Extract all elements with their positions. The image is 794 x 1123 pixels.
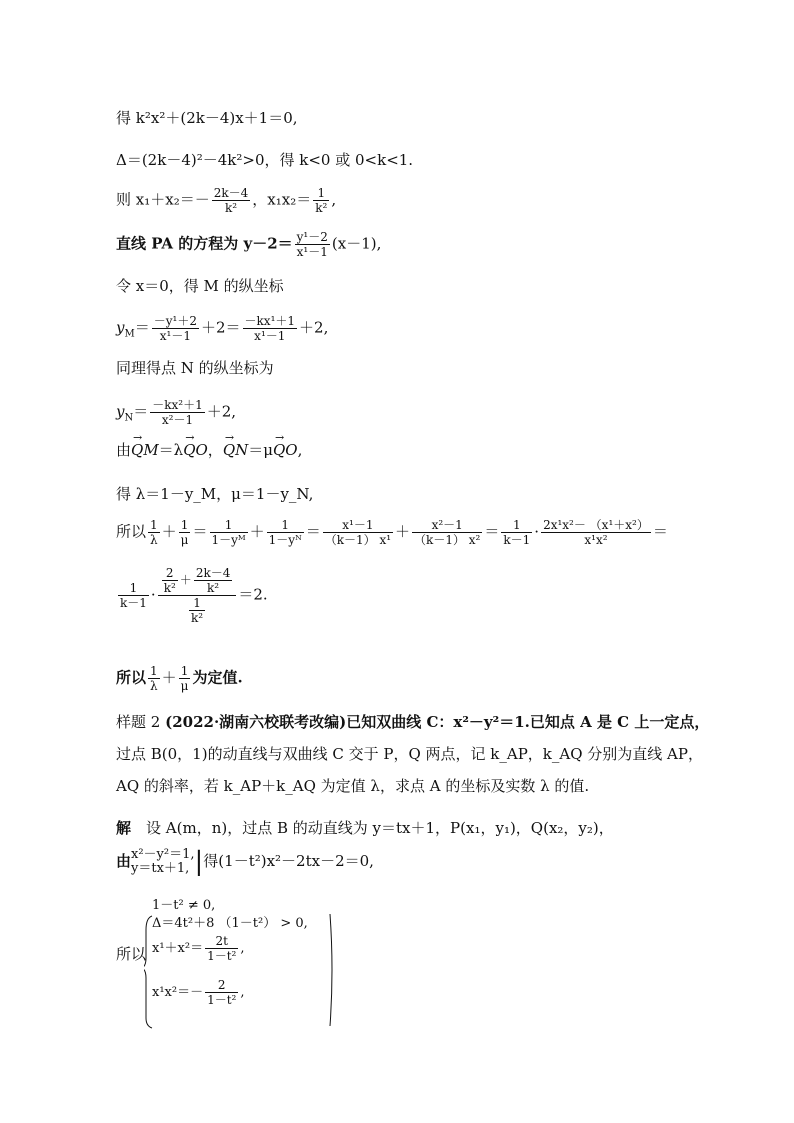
text: , [331, 190, 337, 209]
text: ＋2, [299, 318, 329, 337]
text: ＋ [161, 668, 177, 687]
numerator: 2 [217, 978, 226, 992]
eq-line-4 [116, 230, 381, 259]
fraction [412, 518, 482, 547]
complex-fraction [158, 566, 237, 625]
eq-line-12 [116, 566, 268, 625]
denominator: k² [163, 581, 176, 595]
fraction [210, 518, 248, 547]
fraction [189, 596, 205, 625]
fraction [212, 186, 251, 215]
example-text: (2022·湖南六校联考改编)已知双曲线 C：x²－y²＝1.已知点 A 是 C 上一定点， [165, 713, 710, 731]
fraction [179, 664, 191, 693]
system-rows [131, 848, 195, 876]
text: x¹＋x²＝ [152, 941, 204, 956]
eq-line-6 [116, 314, 328, 345]
denominator: μ [180, 679, 189, 693]
text: , [297, 441, 303, 459]
eq-line-9 [116, 440, 302, 460]
fraction [267, 518, 304, 547]
text: ＋ [249, 522, 265, 541]
text: ＝ [192, 522, 208, 541]
denominator: （k－1） x¹ [324, 533, 392, 547]
example-line-3: AQ 的斜率，若 k_AP＋k_AQ 为定值 λ，求点 A 的坐标及实数 λ 的值. [116, 777, 590, 795]
denominator: k² [212, 200, 251, 215]
numerator: －kx¹＋1 [244, 314, 296, 328]
fraction [541, 518, 651, 547]
denominator: λ [148, 678, 160, 693]
system-row: y＝tx＋1, [131, 861, 190, 876]
subscript: N [124, 412, 134, 424]
text: ＝2. [238, 585, 268, 604]
solution-text: 设 A(m，n)，过点 B 的动直线为 y＝tx＋1，P(x₁，y₁)，Q(x₂，y₂)， [146, 819, 614, 837]
fraction [179, 518, 191, 547]
complex-denominator [158, 595, 237, 625]
denominator: k－1 [503, 533, 531, 547]
vector: → QN [223, 440, 248, 460]
denominator: 1－yᴹ [211, 533, 246, 547]
eq-line-11 [116, 518, 668, 547]
eq-line-3 [116, 186, 336, 215]
complex-numerator [158, 566, 237, 595]
text: 直线 PA 的方程为 y－2＝ [116, 234, 293, 253]
numerator: 1 [180, 664, 189, 678]
denominator: x¹－1 [243, 328, 298, 343]
eq-line-10: 得 λ＝1－y_M，μ＝1－y_N, [116, 485, 314, 503]
fraction [150, 398, 205, 427]
text: 由 [116, 441, 132, 459]
text: ＝μ [248, 441, 273, 459]
denominator: 1－yᴺ [268, 533, 302, 547]
numerator: 1 [193, 596, 201, 610]
denominator: k－1 [120, 596, 147, 610]
system-2-row-1: Δ＝4t²＋8 （1－t²） > 0, [152, 916, 308, 931]
example-line-1 [116, 712, 709, 732]
system-1 [116, 848, 374, 876]
numerator: 1 [513, 518, 521, 532]
text: ＋ [179, 573, 192, 587]
fraction [194, 566, 233, 595]
denominator: （k－1） x² [414, 533, 481, 547]
numerator: 1 [224, 518, 233, 532]
eq-line-1: 得 k²x²＋(2k－4)x＋1＝0, [116, 109, 298, 127]
text: · [534, 522, 540, 541]
text: y [116, 402, 125, 421]
right-bracket [330, 914, 332, 1026]
solution-line-1 [116, 818, 614, 838]
numerator: y¹－2 [296, 230, 328, 244]
text: ＝ [133, 402, 149, 421]
text: ＝ [484, 522, 500, 541]
fraction [295, 230, 330, 259]
text: y [116, 318, 125, 337]
fraction [118, 581, 149, 610]
denominator: k² [315, 201, 328, 215]
subscript: M [124, 328, 135, 340]
text: 所以 [116, 522, 147, 541]
text: 由 [116, 852, 132, 870]
text: , [240, 985, 245, 1000]
fraction [148, 664, 160, 693]
fraction [243, 314, 298, 343]
denominator: 1－t² [207, 949, 237, 963]
fraction [313, 186, 329, 215]
text: ＋ [161, 522, 177, 541]
eq-line-5: 令 x＝0，得 M 的纵坐标 [116, 277, 284, 295]
numerator: 1 [281, 518, 289, 532]
text: ， [207, 441, 223, 459]
system-2-row-0: 1－t² ≠ 0, [152, 898, 216, 913]
numerator: 1 [180, 518, 189, 532]
numerator: 1 [129, 581, 138, 595]
text: ＝ [305, 522, 321, 541]
eq-line-2: Δ＝(2k－4)²－4k²>0，得 k<0 或 0<k<1. [116, 151, 414, 169]
numerator: x²－1 [431, 518, 463, 532]
text: (x－1), [331, 234, 382, 253]
text: 为定值. [192, 668, 243, 687]
numerator: x¹－1 [342, 518, 374, 532]
fraction [501, 518, 532, 547]
text: · [150, 585, 156, 604]
numerator: 2k－4 [195, 566, 231, 580]
denominator: x¹x² [541, 532, 651, 547]
numerator: 2 [165, 566, 174, 580]
eq-line-8 [116, 398, 236, 429]
system-row: x²－y²＝1, [131, 847, 195, 862]
solution-label: 解 [116, 819, 132, 837]
denominator: x¹－1 [152, 328, 199, 343]
fraction [323, 518, 393, 547]
text: ＝λ [158, 441, 184, 459]
text: x¹x²＝－ [152, 985, 204, 1000]
system-2-prefix: 所以 [116, 945, 147, 963]
text: 所以 [116, 668, 147, 687]
denominator: μ [180, 533, 189, 547]
denominator: λ [148, 532, 160, 547]
denominator: 1－t² [207, 993, 237, 1007]
text: 则 x₁＋x₂＝－ [116, 190, 210, 209]
numerator: 1 [150, 518, 158, 532]
text: ＋ [395, 522, 411, 541]
vector: → QM [131, 440, 159, 460]
example-line-2: 过点 B(0，1)的动直线与双曲线 C 交于 P，Q 两点，记 k_AP，k_AQ 分别为直线 AP， [116, 745, 703, 763]
text: ＋2＝ [200, 318, 241, 337]
denominator: x¹－1 [295, 244, 330, 259]
text: 得(1－t²)x²－2tx－2＝0, [203, 852, 374, 870]
text: ＝ [134, 318, 150, 337]
vector: → QO [183, 440, 208, 460]
numerator: 1 [317, 186, 326, 200]
numerator: －kx²＋1 [152, 398, 203, 412]
denominator: k² [190, 611, 204, 625]
eq-line-7: 同理得点 N 的纵坐标为 [116, 359, 274, 377]
fraction [148, 518, 160, 547]
denominator: x²－1 [150, 412, 205, 427]
brace-close: | [194, 847, 204, 877]
fraction [162, 566, 178, 595]
numerator: 2t [215, 934, 228, 948]
fraction [152, 314, 199, 343]
system-2-brackets [144, 910, 344, 1030]
numerator: －y¹＋2 [153, 314, 197, 328]
eq-line-13 [116, 664, 243, 693]
vector: → QO [273, 440, 298, 460]
text: ＝ [652, 522, 668, 541]
text: ＋2, [206, 402, 237, 421]
denominator: k² [194, 580, 233, 595]
text: ，x₁x₂＝ [252, 190, 312, 209]
numerator: 2k－4 [213, 186, 249, 200]
left-brace [144, 916, 152, 1028]
text: , [240, 941, 245, 956]
numerator: 2x¹x²－ （x¹＋x²） [543, 518, 649, 532]
numerator: 1 [150, 664, 158, 678]
example-title: 样题 2 [116, 713, 161, 731]
